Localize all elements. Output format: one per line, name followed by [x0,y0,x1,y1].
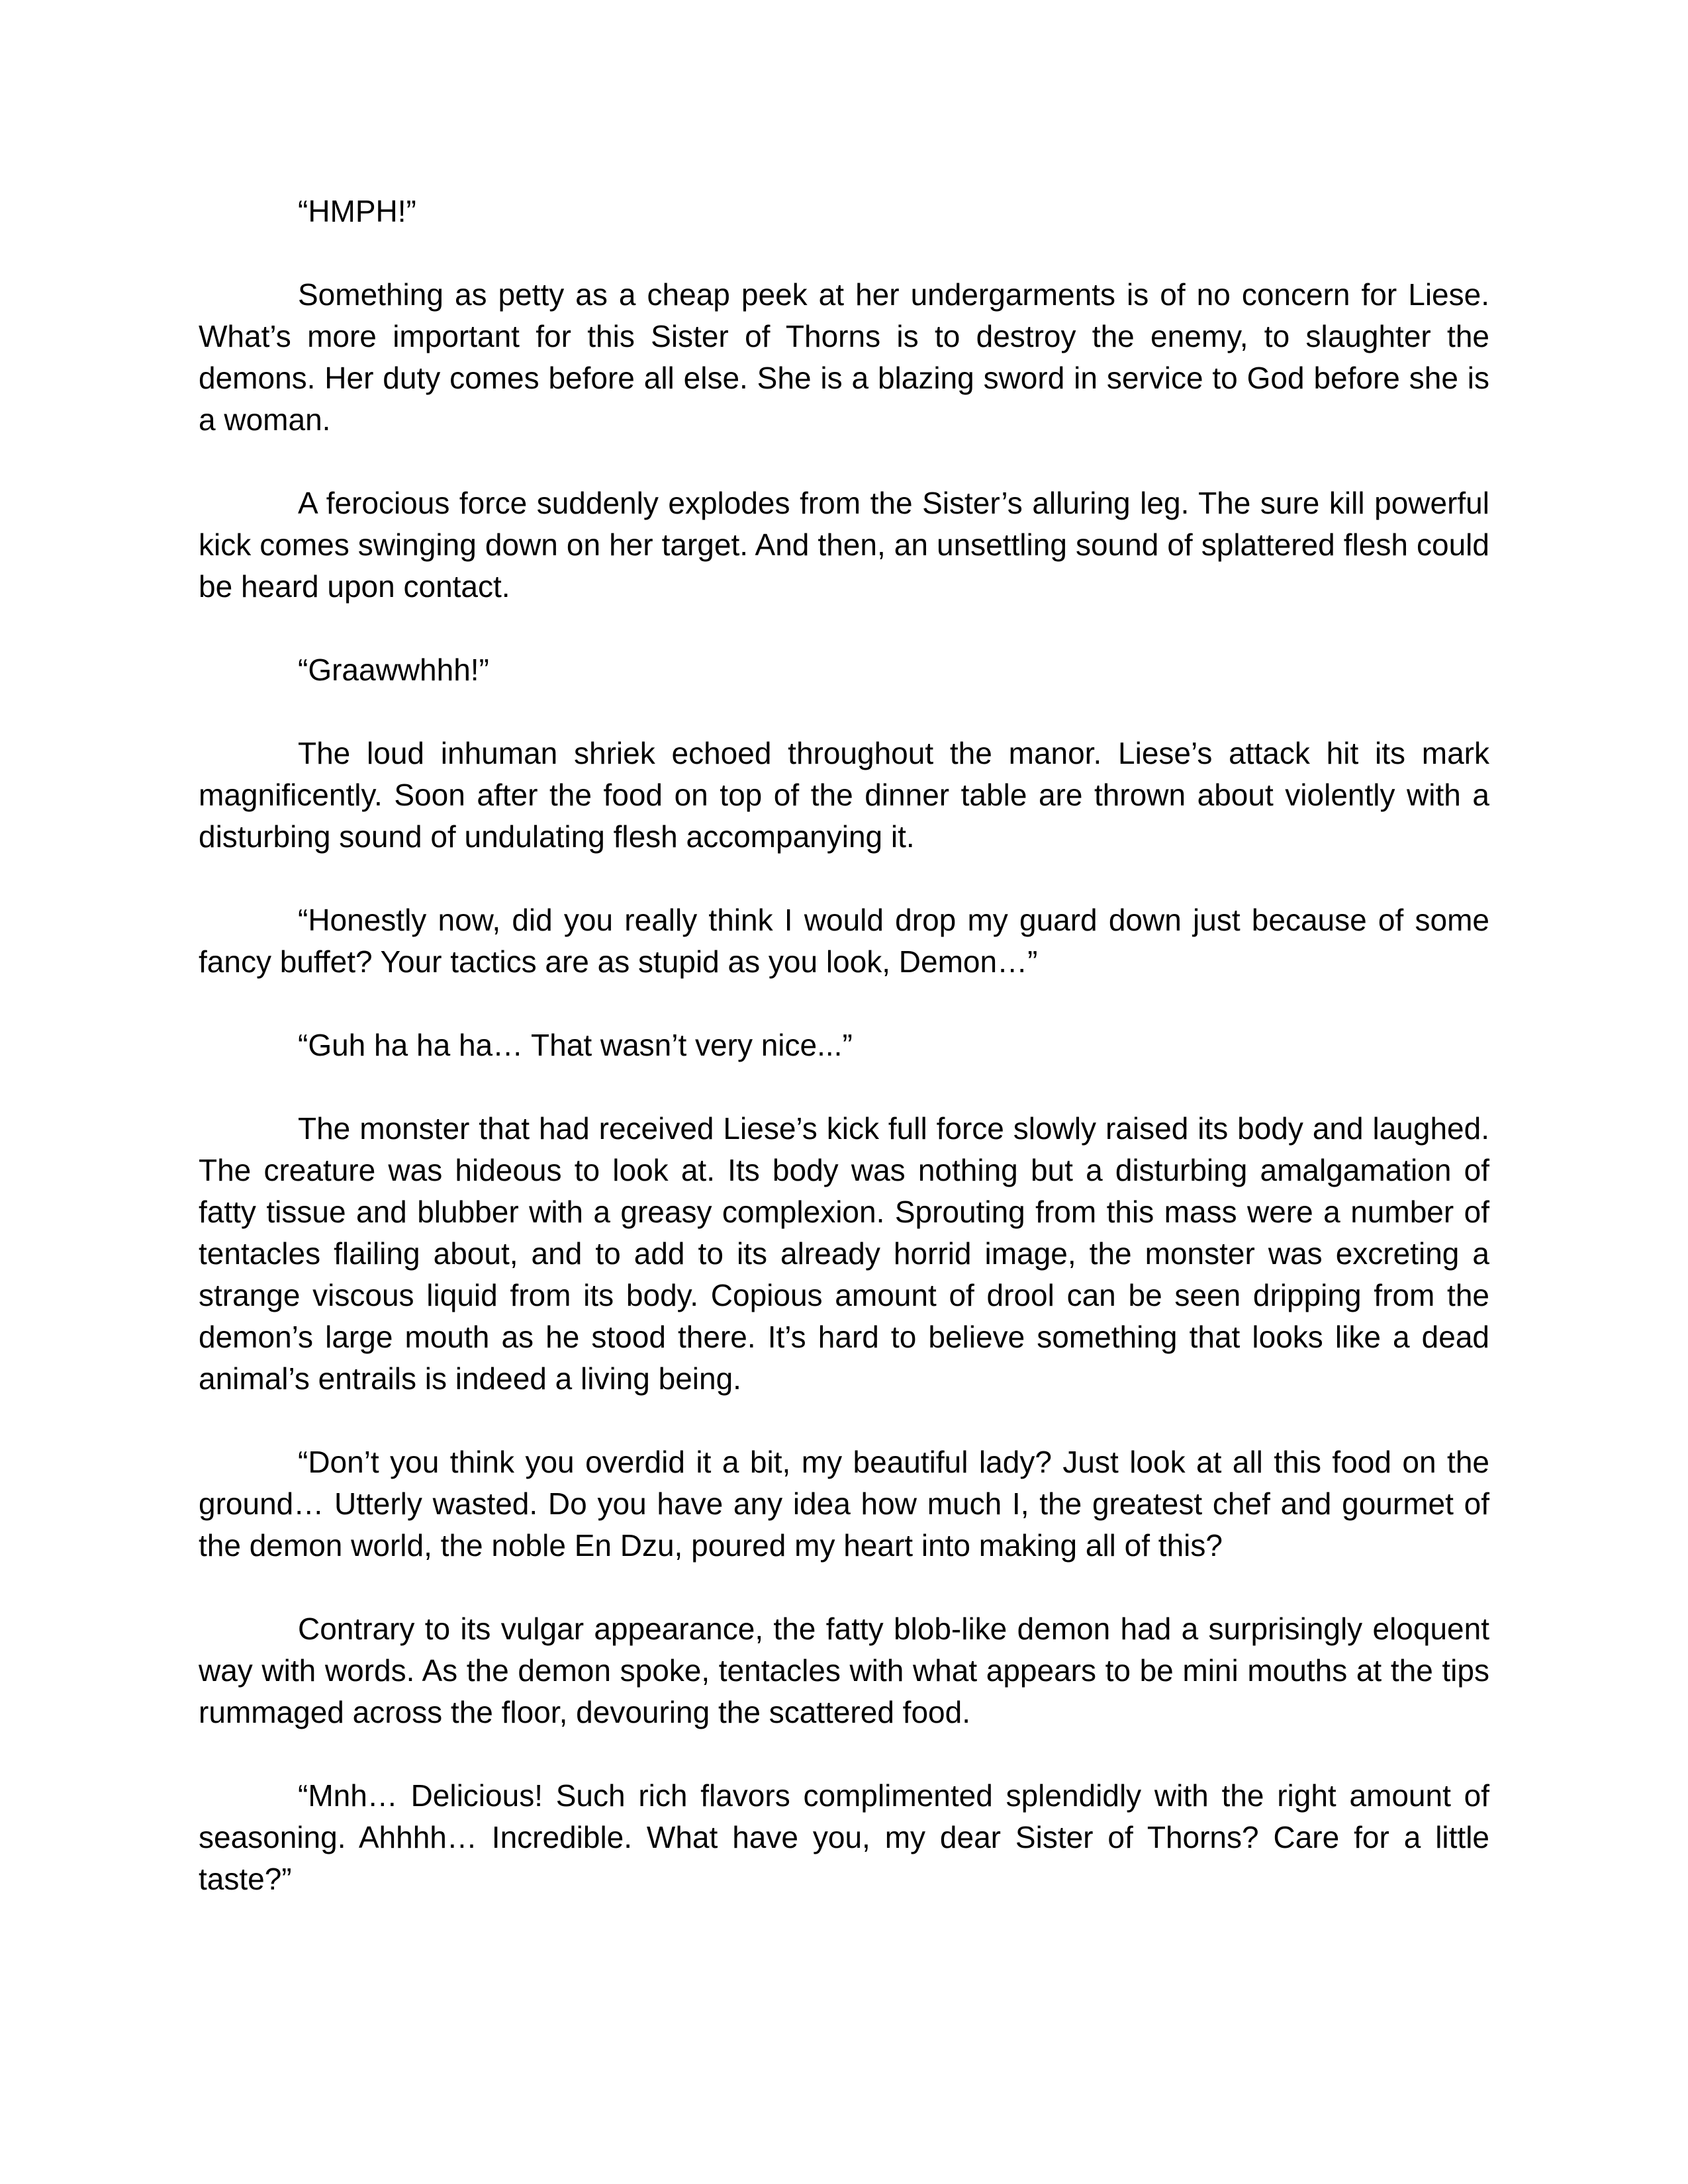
paragraph: “Mnh… Delicious! Such rich flavors complimented splendidly with the right amount of seasoning. Ahhhh… Incredible. What have you, my dear Sister of Thorns? Care for a little taste?” [199,1778,1489,1896]
paragraph: “Graawwhhh!” [298,653,489,687]
paragraph: Something as petty as a cheap peek at her undergarments is of no concern for Liese. What’s more important for this Sister of Thorns is to destroy the enemy, to slaughter the demons. Her duty comes before all else. She is a blazing sword in service to God before she is a woman. [199,277,1489,437]
paragraph: The monster that had received Liese’s kick full force slowly raised its body and laughed. The creature was hideous to look at. Its body was nothing but a disturbing amalgamation of fatty tissue and blubber with a greasy complexion. Sprouting from this mass were a number of tentacles flailing about, and to add to its already horrid image, the monster was excreting a strange viscous liquid from its body. Copious amount of drool can be seen dripping from the demon’s large mouth as he stood there. It’s hard to believe something that looks like a dead animal’s entrails is indeed a living being. [199,1111,1489,1396]
paragraph: “HMPH!” [298,194,416,228]
document-text-block [199,191,1489,1900]
paragraph: The loud inhuman shriek echoed throughout the manor. Liese’s attack hit its mark magnificently. Soon after the food on top of the dinner table are thrown about violently with a disturbing sound of undulating flesh accompanying it. [199,736,1489,854]
paragraph: “Honestly now, did you really think I would drop my guard down just because of some fancy buffet? Your tactics are as stupid as you look, Demon…” [199,903,1489,979]
paragraph: “Don’t you think you overdid it a bit, my beautiful lady? Just look at all this food on the ground… Utterly wasted. Do you have any idea how much I, the greatest chef and gourmet of the demon world, the noble En Dzu, poured my heart into making all of this? [199,1445,1489,1563]
paragraph: “Guh ha ha ha… That wasn’t very nice...” [298,1028,853,1062]
paragraph: Contrary to its vulgar appearance, the fatty blob-like demon had a surprisingly eloquent way with words. As the demon spoke, tentacles with what appears to be mini mouths at the tips rummaged across the floor, devouring the scattered food. [199,1612,1489,1729]
paragraph: A ferocious force suddenly explodes from the Sister’s alluring leg. The sure kill powerful kick comes swinging down on her target. And then, an unsettling sound of splattered flesh could be heard upon contact. [199,486,1489,604]
